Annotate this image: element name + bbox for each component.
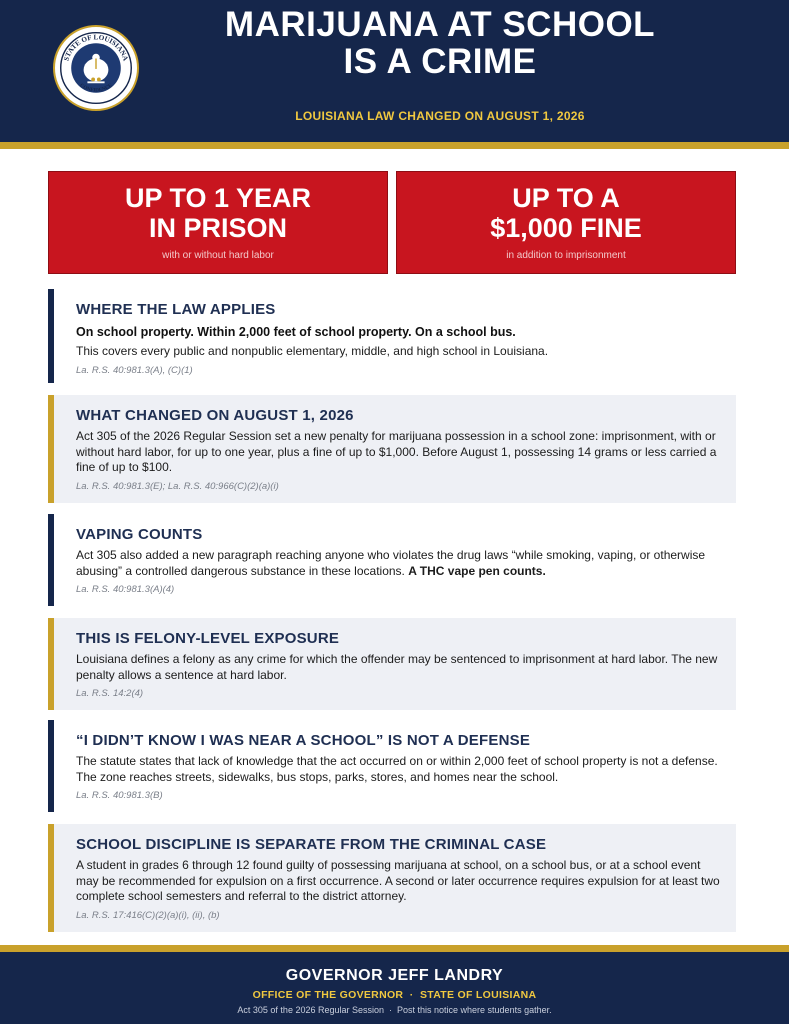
section-citation: La. R.S. 14:2(4) [76,688,144,699]
penalty-prison-line-1: UP TO 1 YEAR [124,183,312,213]
page-title-line-2: IS A CRIME [343,42,537,81]
section-where-law-applies [48,289,736,383]
penalty-prison-note: with or without hard labor [162,250,274,261]
penalty-fine-line-1: UP TO A [512,183,620,213]
section-citation: La. R.S. 40:981.3(B) [76,790,163,801]
section-heading: WHERE THE LAW APPLIES [76,301,276,318]
section-heading: VAPING COUNTS [76,526,203,543]
svg-text:STATE OF LOUISIANA: STATE OF LOUISIANA [62,33,130,62]
section-vaping-counts [48,514,736,606]
section-felony-exposure [48,618,736,710]
footer-note: Act 305 of the 2026 Regular Session · Post this notice where students gather. [237,1005,552,1015]
section-body-emphasis: A THC vape pen counts. [408,563,546,578]
gold-divider-bottom [0,945,789,952]
section-body: Act 305 of the 2026 Regular Session set a new penalty for marijuana possession in a school zone: imprisonment, with or without hard labor, for up to one year, plus a fine of up to $1,000. Before August 1, possessing 14 grams or less carried a fine of up to $100. [76,429,717,474]
section-body: A student in grades 6 through 12 found guilty of possessing marijuana at school, on a school bus, or at a school event may be recommended for expulsion on a first occurrence. A second or later occurrence requires expulsion for at least two complete school semesters and referral to the district attorney. [76,858,720,903]
section-heading: SCHOOL DISCIPLINE IS SEPARATE FROM THE CRIMINAL CASE [76,836,547,853]
page-subtitle: LOUISIANA LAW CHANGED ON AUGUST 1, 2026 [295,109,585,123]
gold-divider-top [0,142,789,149]
header-banner [0,0,789,142]
page-title-line-1: MARIJUANA AT SCHOOL [224,5,656,44]
section-school-discipline [48,824,736,932]
section-body: The statute states that lack of knowledge that the act occurred on or within 2,000 feet of school property is not a defense. The zone reaches streets, sidewalks, bus stops, parks, stores, and homes near the school. [76,754,718,784]
penalty-box-fine [396,171,736,274]
penalty-box-prison [48,171,388,274]
section-citation: La. R.S. 40:981.3(A)(4) [76,584,175,595]
section-citation: La. R.S. 40:981.3(E); La. R.S. 40:966(C)(2)(a)(i) [76,480,279,492]
section-what-changed [48,395,736,503]
state-seal-icon [53,25,139,111]
footer-governor-name: GOVERNOR JEFF LANDRY [285,967,504,984]
section-heading: WHAT CHANGED ON AUGUST 1, 2026 [76,407,354,424]
section-body: This covers every public and nonpublic elementary, middle, and high school in Louisiana. [76,344,549,358]
section-citation: La. R.S. 17:416(C)(2)(a)(i), (ii), (b) [76,909,220,921]
penalty-prison-line-2: IN PRISON [148,213,288,243]
section-not-a-defense [48,720,736,812]
section-body [76,548,724,579]
footer-office: OFFICE OF THE GOVERNOR · STATE OF LOUISIANA [252,989,537,1001]
footer-banner [0,952,789,1024]
penalty-fine-line-2: $1,000 FINE [490,213,642,243]
section-lead: On school property. Within 2,000 feet of school property. On a school bus. [76,325,516,339]
section-citation: La. R.S. 40:981.3(A), (C)(1) [76,364,193,376]
penalty-fine-note: in addition to imprisonment [506,250,626,261]
section-heading: “I DIDN’T KNOW I WAS NEAR A SCHOOL” IS NOT A DEFENSE [76,732,531,749]
section-body: Louisiana defines a felony as any crime for which the offender may be sentenced to imprisonment at hard labor. The new penalty allows a sentence at hard labor. [76,652,718,682]
section-heading: THIS IS FELONY-LEVEL EXPOSURE [76,630,340,647]
svg-text:CONFIDENCE: CONFIDENCE [78,82,114,94]
section-body-text: Act 305 also added a new paragraph reaching anyone who violates the drug laws “while smoking, vaping, or otherwise abusing” a controlled dangerous substance in these locations. [76,548,706,578]
